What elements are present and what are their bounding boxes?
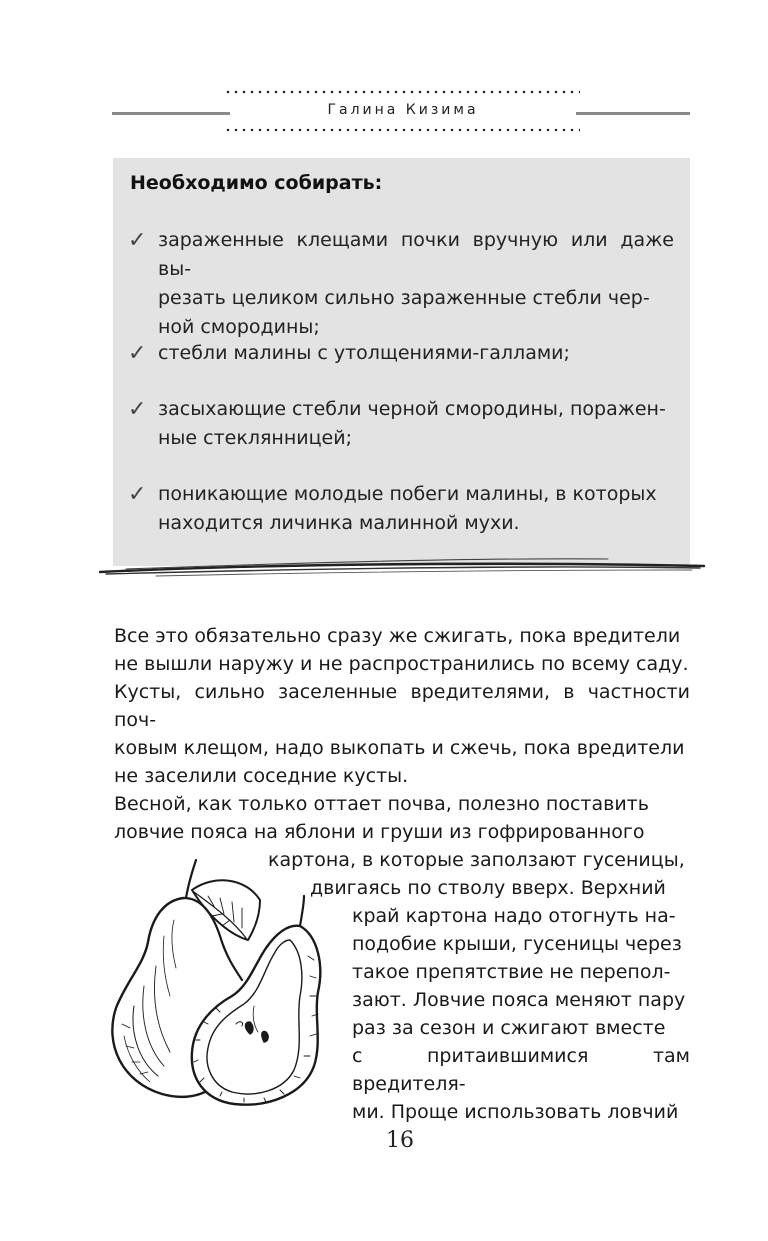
body-paragraph-1	[114, 622, 690, 790]
wrapped-block	[352, 902, 690, 1126]
text-line: ми. Проще использовать ловчий	[352, 1101, 679, 1123]
text-line: Все это обязательно сразу же сжигать, пока вредители	[114, 625, 681, 647]
callout-title: Необходимо собирать:	[130, 172, 383, 194]
text-line: не заселили соседние кусты.	[114, 765, 409, 787]
text-line: ловчие пояса на яблони и груши из гофрированного	[114, 821, 645, 843]
running-header	[0, 80, 768, 140]
list-item	[128, 395, 678, 455]
text-line: ковым клещом, надо выкопать и сжечь, пока вредители	[114, 737, 685, 759]
list-item-text	[158, 226, 674, 342]
header-dots-bottom	[224, 128, 580, 132]
list-line: находится личинка малинной мухи.	[158, 512, 520, 534]
list-line: зараженные клещами почки вручную или даже вы-	[158, 229, 674, 280]
text-line: раз за сезон и сжигают вместе	[352, 1017, 666, 1039]
text-line: зают. Ловчие пояса меняют пару	[352, 989, 686, 1011]
list-line: резать целиком сильно зараженные стебли чер-	[158, 287, 650, 309]
scribble-underline-icon	[96, 552, 708, 578]
list-line: ной смородины;	[158, 316, 320, 338]
header-rule-left	[112, 112, 230, 115]
wrapped-line	[268, 846, 690, 874]
list-item-text	[158, 480, 674, 538]
list-line: стебли малины с утолщениями-галлами;	[158, 342, 570, 364]
list-item-text	[158, 339, 674, 368]
header-dots-top	[224, 90, 580, 94]
list-line: ные стеклянницей;	[158, 427, 352, 449]
text-line: с притаившимися там вредителя-	[352, 1045, 690, 1095]
list-item-text	[158, 395, 674, 453]
text-line: такое препятствие не перепол-	[352, 961, 671, 983]
text-line: край картона надо отогнуть на-	[352, 905, 676, 927]
text-line: картона, в которые заползают гусеницы,	[268, 849, 685, 871]
pear-illustration-icon	[104, 856, 328, 1112]
checkmark-icon: ✓	[128, 397, 147, 422]
page-number: 16	[386, 1128, 414, 1153]
list-line: поникающие молодые побеги малины, в которых	[158, 483, 657, 505]
wrapped-line	[310, 874, 690, 902]
author-name: Галина Кизима	[327, 102, 479, 118]
text-line: двигаясь по стволу вверх. Верхний	[310, 877, 666, 899]
list-item	[128, 339, 678, 369]
checkmark-icon: ✓	[128, 482, 147, 507]
body-paragraph-2	[114, 790, 690, 846]
text-line: Весной, как только оттает почва, полезно поставить	[114, 793, 649, 815]
header-rule-right	[576, 112, 690, 115]
list-item	[128, 226, 678, 338]
checkmark-icon: ✓	[128, 341, 147, 366]
text-line: Кусты, сильно заселенные вредителями, в частности поч-	[114, 681, 690, 731]
text-line: подобие крыши, гусеницы через	[352, 933, 682, 955]
list-line: засыхающие стебли черной смородины, поражен-	[158, 398, 666, 420]
checkmark-icon: ✓	[128, 228, 147, 253]
text-line: не вышли наружу и не распространились по всему саду.	[114, 653, 689, 675]
list-item	[128, 480, 678, 540]
